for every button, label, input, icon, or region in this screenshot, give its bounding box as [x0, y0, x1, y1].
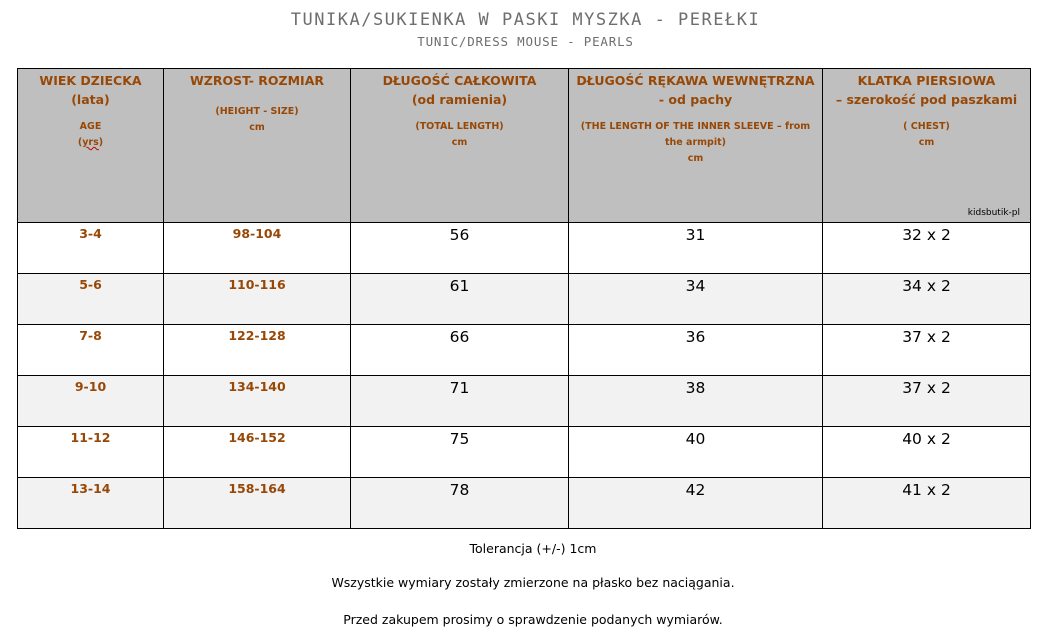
cell-length: 66 [351, 325, 569, 376]
cell-chest: 32 x 2 [823, 223, 1031, 274]
cell-sleeve: 36 [569, 325, 823, 376]
tolerance-note: Tolerancja (+/-) 1cm [469, 541, 597, 556]
header-sleeve-sub: - od pachy [658, 92, 733, 107]
cell-sleeve: 34 [569, 274, 823, 325]
header-chest-en: ( CHEST) [903, 121, 950, 132]
cell-age: 13-14 [18, 478, 164, 529]
cell-chest: 41 x 2 [823, 478, 1031, 529]
cell-length: 71 [351, 376, 569, 427]
cell-height: 110-116 [164, 274, 351, 325]
table-header-row [18, 69, 1031, 223]
cell-age: 11-12 [18, 427, 164, 478]
header-height-en: (HEIGHT - SIZE) [215, 106, 299, 117]
table-row [18, 376, 1031, 427]
header-age [18, 69, 164, 223]
header-age-unit: (lata) [71, 92, 110, 107]
cell-height: 98-104 [164, 223, 351, 274]
cell-chest: 40 x 2 [823, 427, 1031, 478]
header-length-title: DŁUGOŚĆ CAŁKOWITA [382, 73, 537, 88]
header-age-en-unit: (yrs) [77, 137, 104, 148]
cell-sleeve: 42 [569, 478, 823, 529]
header-chest-title: KLATKA PIERSIOWA [857, 73, 996, 88]
header-chest-unit: cm [918, 137, 935, 148]
page-title: TUNIKA/SUKIENKA W PASKI MYSZKA - PEREŁKI [290, 10, 761, 30]
table-row [18, 274, 1031, 325]
header-age-en: AGE [79, 121, 102, 132]
cell-sleeve: 31 [569, 223, 823, 274]
size-table [17, 68, 1031, 529]
header-sleeve-en: (THE LENGTH OF THE INNER SLEEVE – from [580, 121, 811, 132]
table-row [18, 427, 1031, 478]
cell-chest: 37 x 2 [823, 325, 1031, 376]
cell-height: 146-152 [164, 427, 351, 478]
header-height [164, 69, 351, 223]
cell-height: 122-128 [164, 325, 351, 376]
cell-age: 3-4 [18, 223, 164, 274]
header-sleeve-title: DŁUGOŚĆ RĘKAWA WEWNĘTRZNA [576, 73, 815, 88]
header-chest-sub: – szerokość pod paszkami [835, 92, 1018, 107]
header-length-sub: (od ramienia) [411, 92, 508, 107]
cell-age: 7-8 [18, 325, 164, 376]
cell-length: 56 [351, 223, 569, 274]
table-row [18, 478, 1031, 529]
cell-length: 61 [351, 274, 569, 325]
cell-age: 9-10 [18, 376, 164, 427]
measurement-note: Wszystkie wymiary zostały zmierzone na płasko bez naciągania. [331, 575, 735, 590]
cell-height: 158-164 [164, 478, 351, 529]
header-height-title: WZROST- ROZMIAR [189, 73, 325, 88]
header-age-title: WIEK DZIECKA [39, 73, 142, 88]
header-height-unit: cm [249, 122, 265, 133]
header-length-unit: cm [451, 137, 468, 148]
cell-sleeve: 38 [569, 376, 823, 427]
table-row [18, 325, 1031, 376]
header-length [351, 69, 569, 223]
cell-sleeve: 40 [569, 427, 823, 478]
page-subtitle: TUNIC/DRESS MOUSE - PEARLS [417, 34, 634, 49]
table-row [18, 223, 1031, 274]
header-sleeve [569, 69, 823, 223]
cell-chest: 34 x 2 [823, 274, 1031, 325]
cell-chest: 37 x 2 [823, 376, 1031, 427]
header-length-en: (TOTAL LENGTH) [415, 121, 504, 132]
cell-age: 5-6 [18, 274, 164, 325]
header-sleeve-en-cont: the armpit) [665, 137, 726, 148]
cell-height: 134-140 [164, 376, 351, 427]
cell-length: 75 [351, 427, 569, 478]
check-note: Przed zakupem prosimy o sprawdzenie podanych wymiarów. [343, 612, 723, 627]
header-sleeve-unit: cm [687, 153, 704, 164]
watermark: kidsbutik-pl [967, 208, 1020, 218]
header-chest [823, 69, 1031, 223]
cell-length: 78 [351, 478, 569, 529]
